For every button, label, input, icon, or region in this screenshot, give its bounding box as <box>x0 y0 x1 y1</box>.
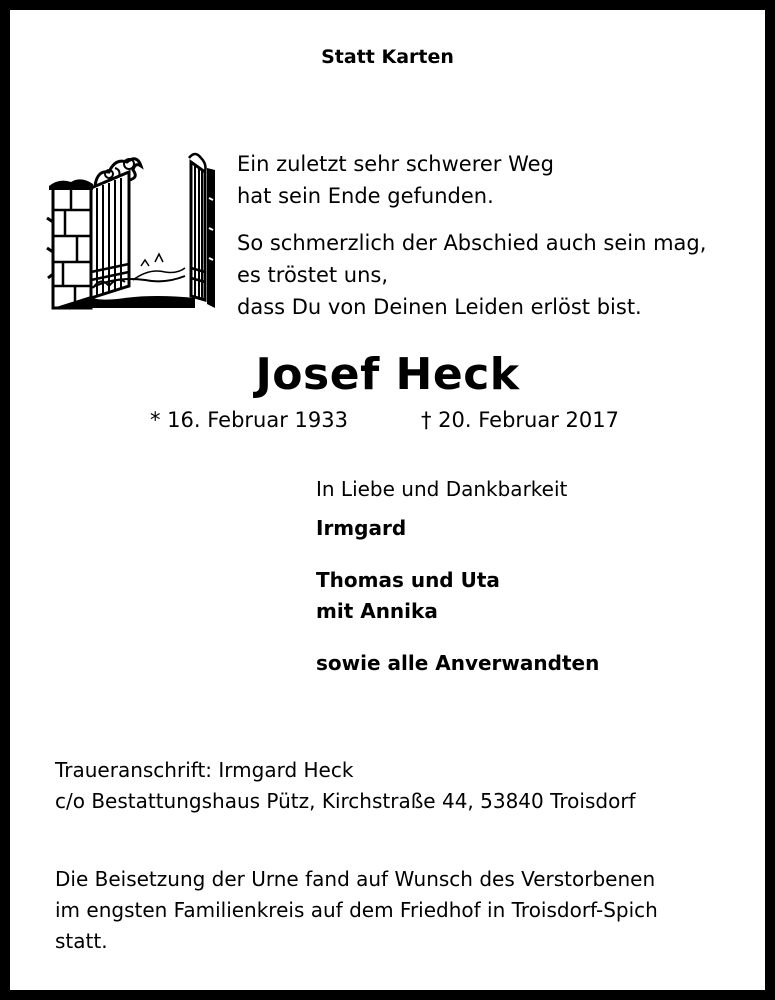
notice-line-2: im engsten Familienkreis auf dem Friedhof in Troisdorf-Spich <box>55 898 658 922</box>
mourner-name-1: Irmgard <box>316 516 407 540</box>
notice-line-1: Die Beisetzung der Urne fand auf Wunsch des Verstorbenen <box>55 867 656 891</box>
mourners-closing: sowie alle Anverwandten <box>316 651 600 675</box>
open-gate-icon <box>45 148 217 310</box>
verse-line-1: Ein zuletzt sehr schwerer Weg <box>237 152 554 176</box>
notice-line-3: statt. <box>55 929 108 953</box>
deceased-name: Josef Heck <box>255 349 520 400</box>
verse-line-2: hat sein Ende gefunden. <box>237 184 494 208</box>
mourner-name-2: Thomas und Uta <box>316 568 500 592</box>
mourners-intro: In Liebe und Dankbarkeit <box>316 477 568 501</box>
header-title: Statt Karten <box>321 46 454 68</box>
mourner-name-2b: mit Annika <box>316 599 438 623</box>
birth-date: * 16. Februar 1933 <box>150 408 348 432</box>
address-line-1: Traueranschrift: Irmgard Heck <box>55 758 354 782</box>
verse-line-4: es tröstet uns, <box>237 263 389 287</box>
verse-line-5: dass Du von Deinen Leiden erlöst bist. <box>237 295 642 319</box>
address-line-2: c/o Bestattungshaus Pütz, Kirchstraße 44, 53840 Troisdorf <box>55 789 636 813</box>
death-date: † 20. Februar 2017 <box>421 408 619 432</box>
verse-line-3: So schmerzlich der Abschied auch sein mag, <box>237 231 707 255</box>
